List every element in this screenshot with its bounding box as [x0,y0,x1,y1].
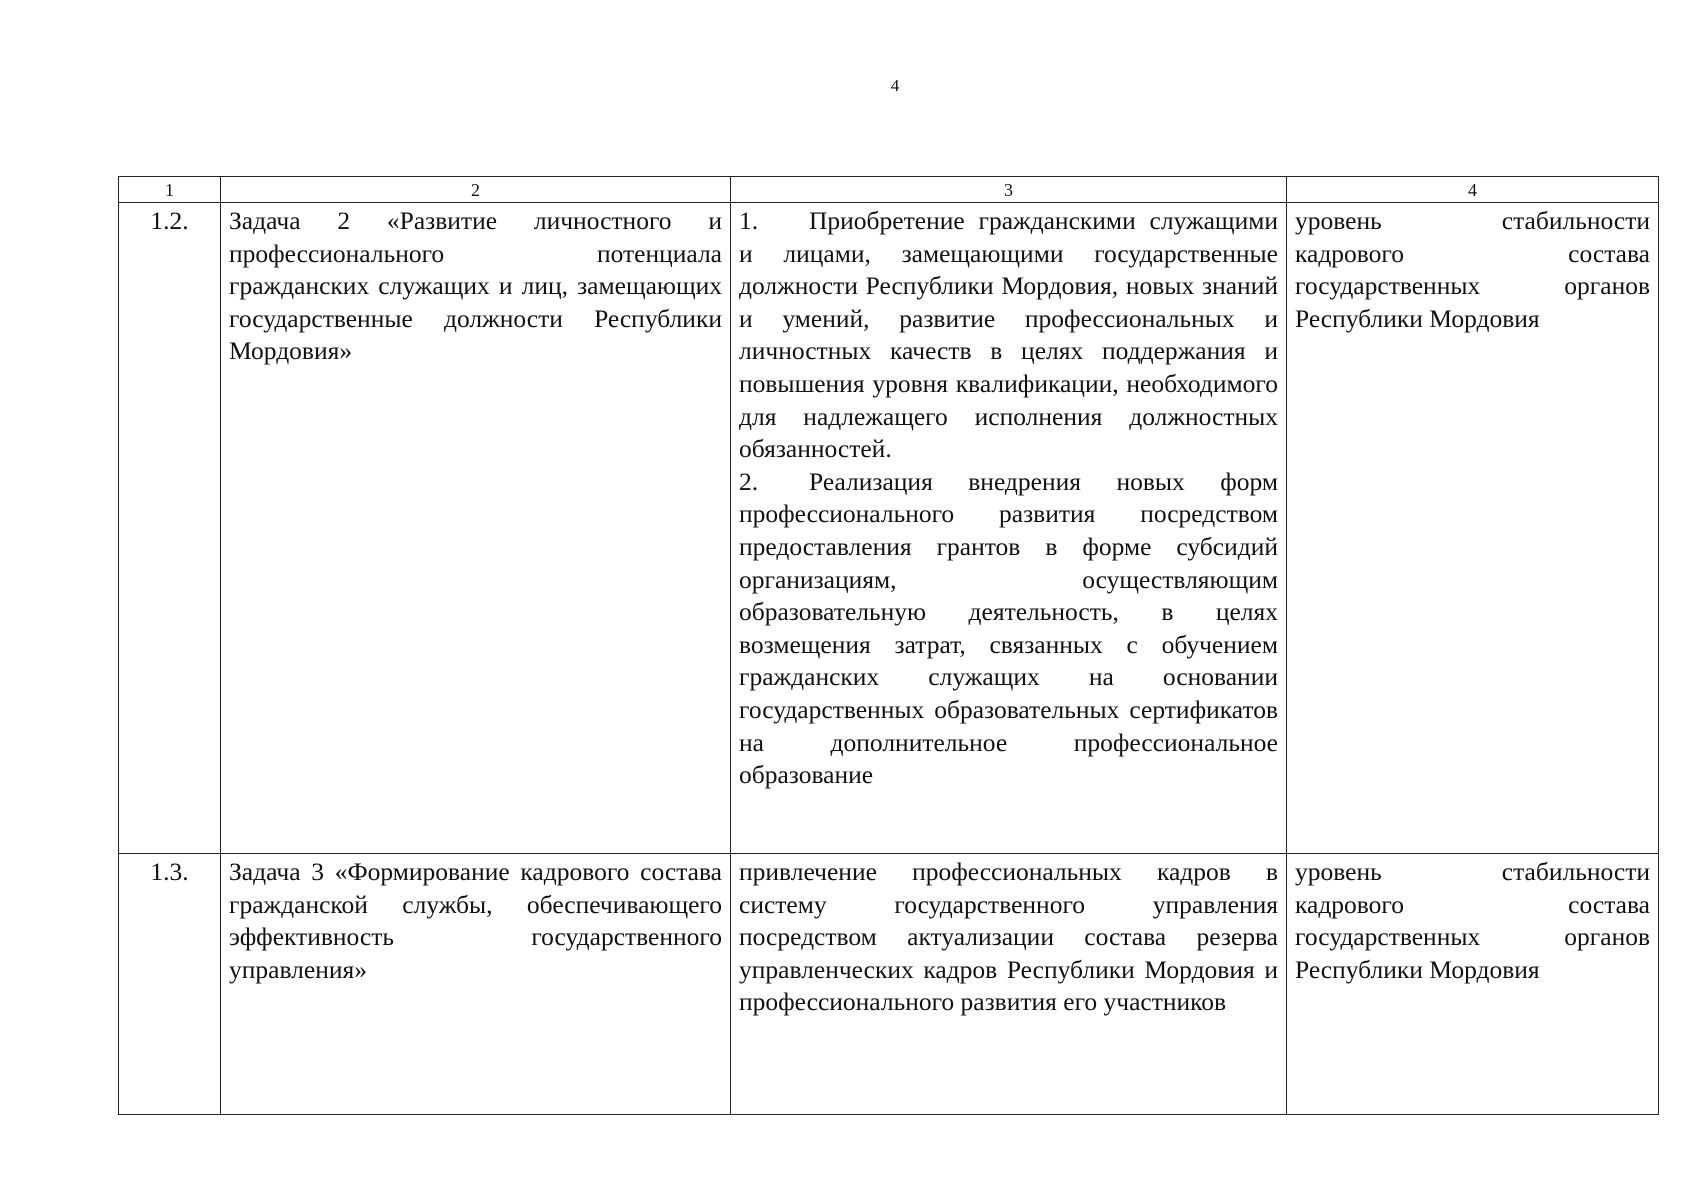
measure-item-number: 2. [739,466,759,496]
task-cell: Задача 3 «Формирование кадрового состава гражданской службы, обеспечивающего эффективность государственного управления» [221,854,731,1115]
table-header-row [119,177,1659,203]
measure-item-text: Реализация внедрения новых форм профессионального развития посредством предоставления грантов в форме субсидий организациям, осуществляющим образовательную деятельность, в целях возмещения затрат, связанных с обучением гражданских служащих на основании государственных образовательных сертификатов на дополнительное профессиональное образование [739,466,1278,790]
row-number: 1.2. [119,203,221,854]
column-number-3: 3 [731,177,1287,203]
measure-item-number: 1. [739,206,759,235]
measure-item-text: Приобретение гражданскими служащими и лицами, замещающими государственные должности Республики Мордовия, новых знаний и умений, развитие профессиональных и личностных качеств в целях поддержания и повышения уровня квалификации, необходимого для надлежащего исполнения должностных обязанностей. [739,206,1278,464]
page-number: 4 [890,76,900,95]
row-number: 1.3. [119,854,221,1115]
indicator-cell: уровень стабильности кадрового состава государственных органов Республики Мордовия [1287,854,1659,1115]
measures-cell [731,203,1287,854]
measure-item [739,205,1278,466]
indicator-cell: уровень стабильности кадрового состава государственных органов Республики Мордовия [1287,203,1659,854]
task-cell: Задача 2 «Развитие личностного и профессионального потенциала гражданских служащих и лиц, замещающих государственные должности Республики Мордовия» [221,203,731,854]
column-number-4: 4 [1287,177,1659,203]
program-table [118,176,1659,1115]
measures-cell: привлечение профессиональных кадров в систему государственного управления посредством актуализации состава резерва управленческих кадров Республики Мордовия и профессионального развития его участников [731,854,1287,1115]
column-number-1: 1 [119,177,221,203]
measure-item [739,466,1278,792]
column-number-2: 2 [221,177,731,203]
table-row [119,203,1659,854]
table-row [119,854,1659,1115]
